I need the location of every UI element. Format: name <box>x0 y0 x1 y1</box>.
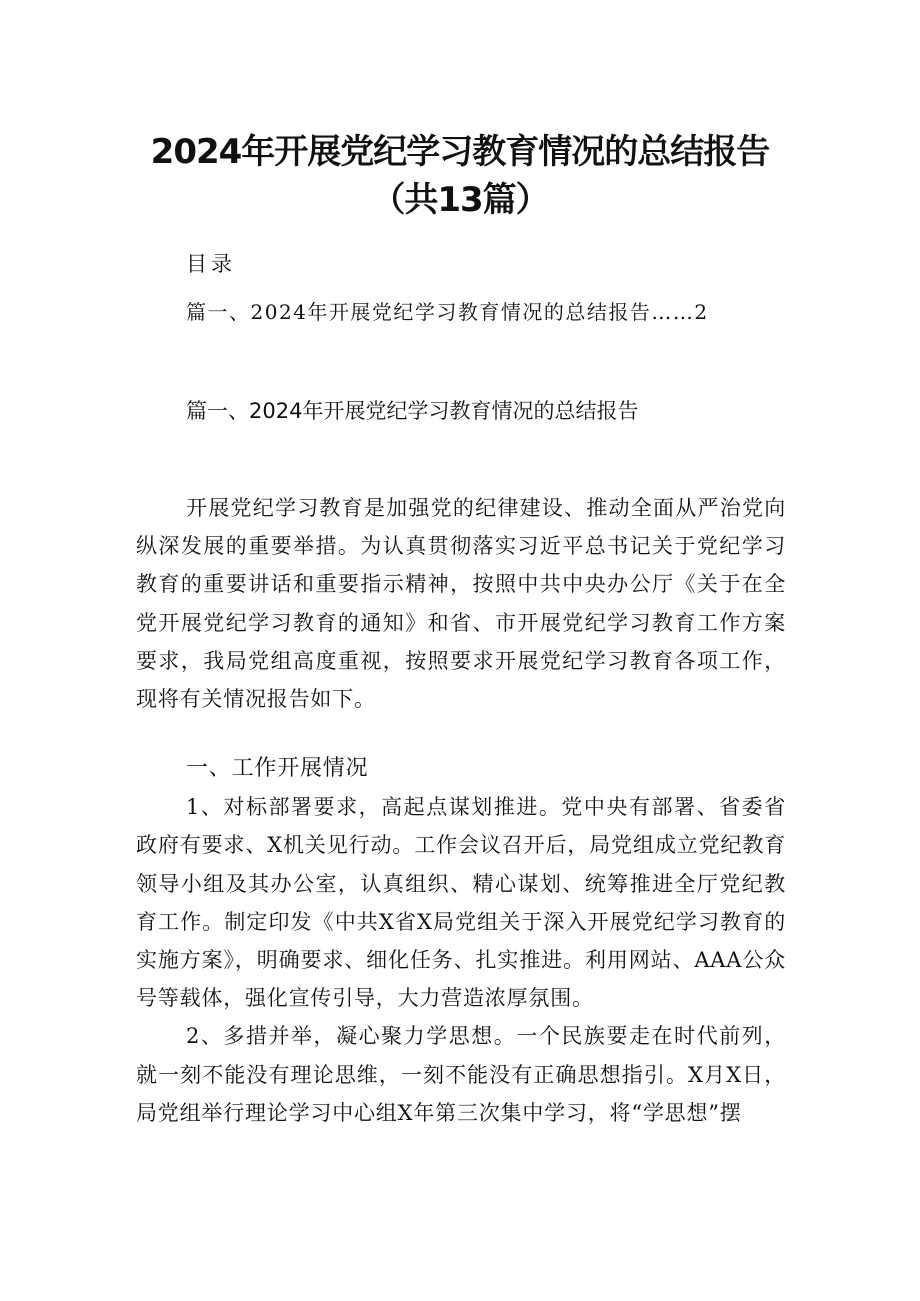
item-1-paragraph: 1、对标部署要求，高起点谋划推进。党中央有部署、省委省政府有要求、X机关见行动。工作会议召开后，局党组成立党纪教育领导小组及其办公室，认真组织、精心谋划、统筹推进全厅党纪教育工作。制定印发《中共X省X局党组关于深入开展党纪学习教育的实施方案》，明确要求、细化任务、扎实推进。利用网站、AAA公众号等载体，强化宣传引导，大力营造浓厚氛围。 <box>136 795 786 1011</box>
section-heading: 一、工作开展情况 <box>186 756 369 781</box>
item-2-paragraph: 2、多措并举，凝心聚力学思想。一个民族要走在时代前列，就一刻不能没有理论思维，一刻不能没有正确思想指引。X月X日，局党组举行理论学习中心组X年第三次集中学习，将“学思想”摆 <box>136 1024 786 1125</box>
intro-paragraph: 开展党纪学习教育是加强党的纪律建设、推动全面从严治党向纵深发展的重要举措。为认真贯彻落实习近平总书记关于党纪学习教育的重要讲话和重要指示精神，按照中共中央办公厅《关于在全党开展党纪学习教育的通知》和省、市开展党纪学习教育工作方案要求，我局党组高度重视，按照要求开展党纪学习教育各项工作，现将有关情况报告如下。 <box>136 496 786 712</box>
body-intro <box>136 489 786 718</box>
document-title-count: （共13篇） <box>371 180 549 220</box>
chapter-heading: 篇一、2024年开展党纪学习教育情况的总结报告 <box>186 399 639 423</box>
toc-item: 篇一、2024年开展党纪学习教育情况的总结报告……2 <box>186 300 709 324</box>
body-section-1 <box>136 750 786 1132</box>
document-title: 2024年开展党纪学习教育情况的总结报告 <box>150 132 770 172</box>
toc-label: 目录 <box>186 252 236 276</box>
